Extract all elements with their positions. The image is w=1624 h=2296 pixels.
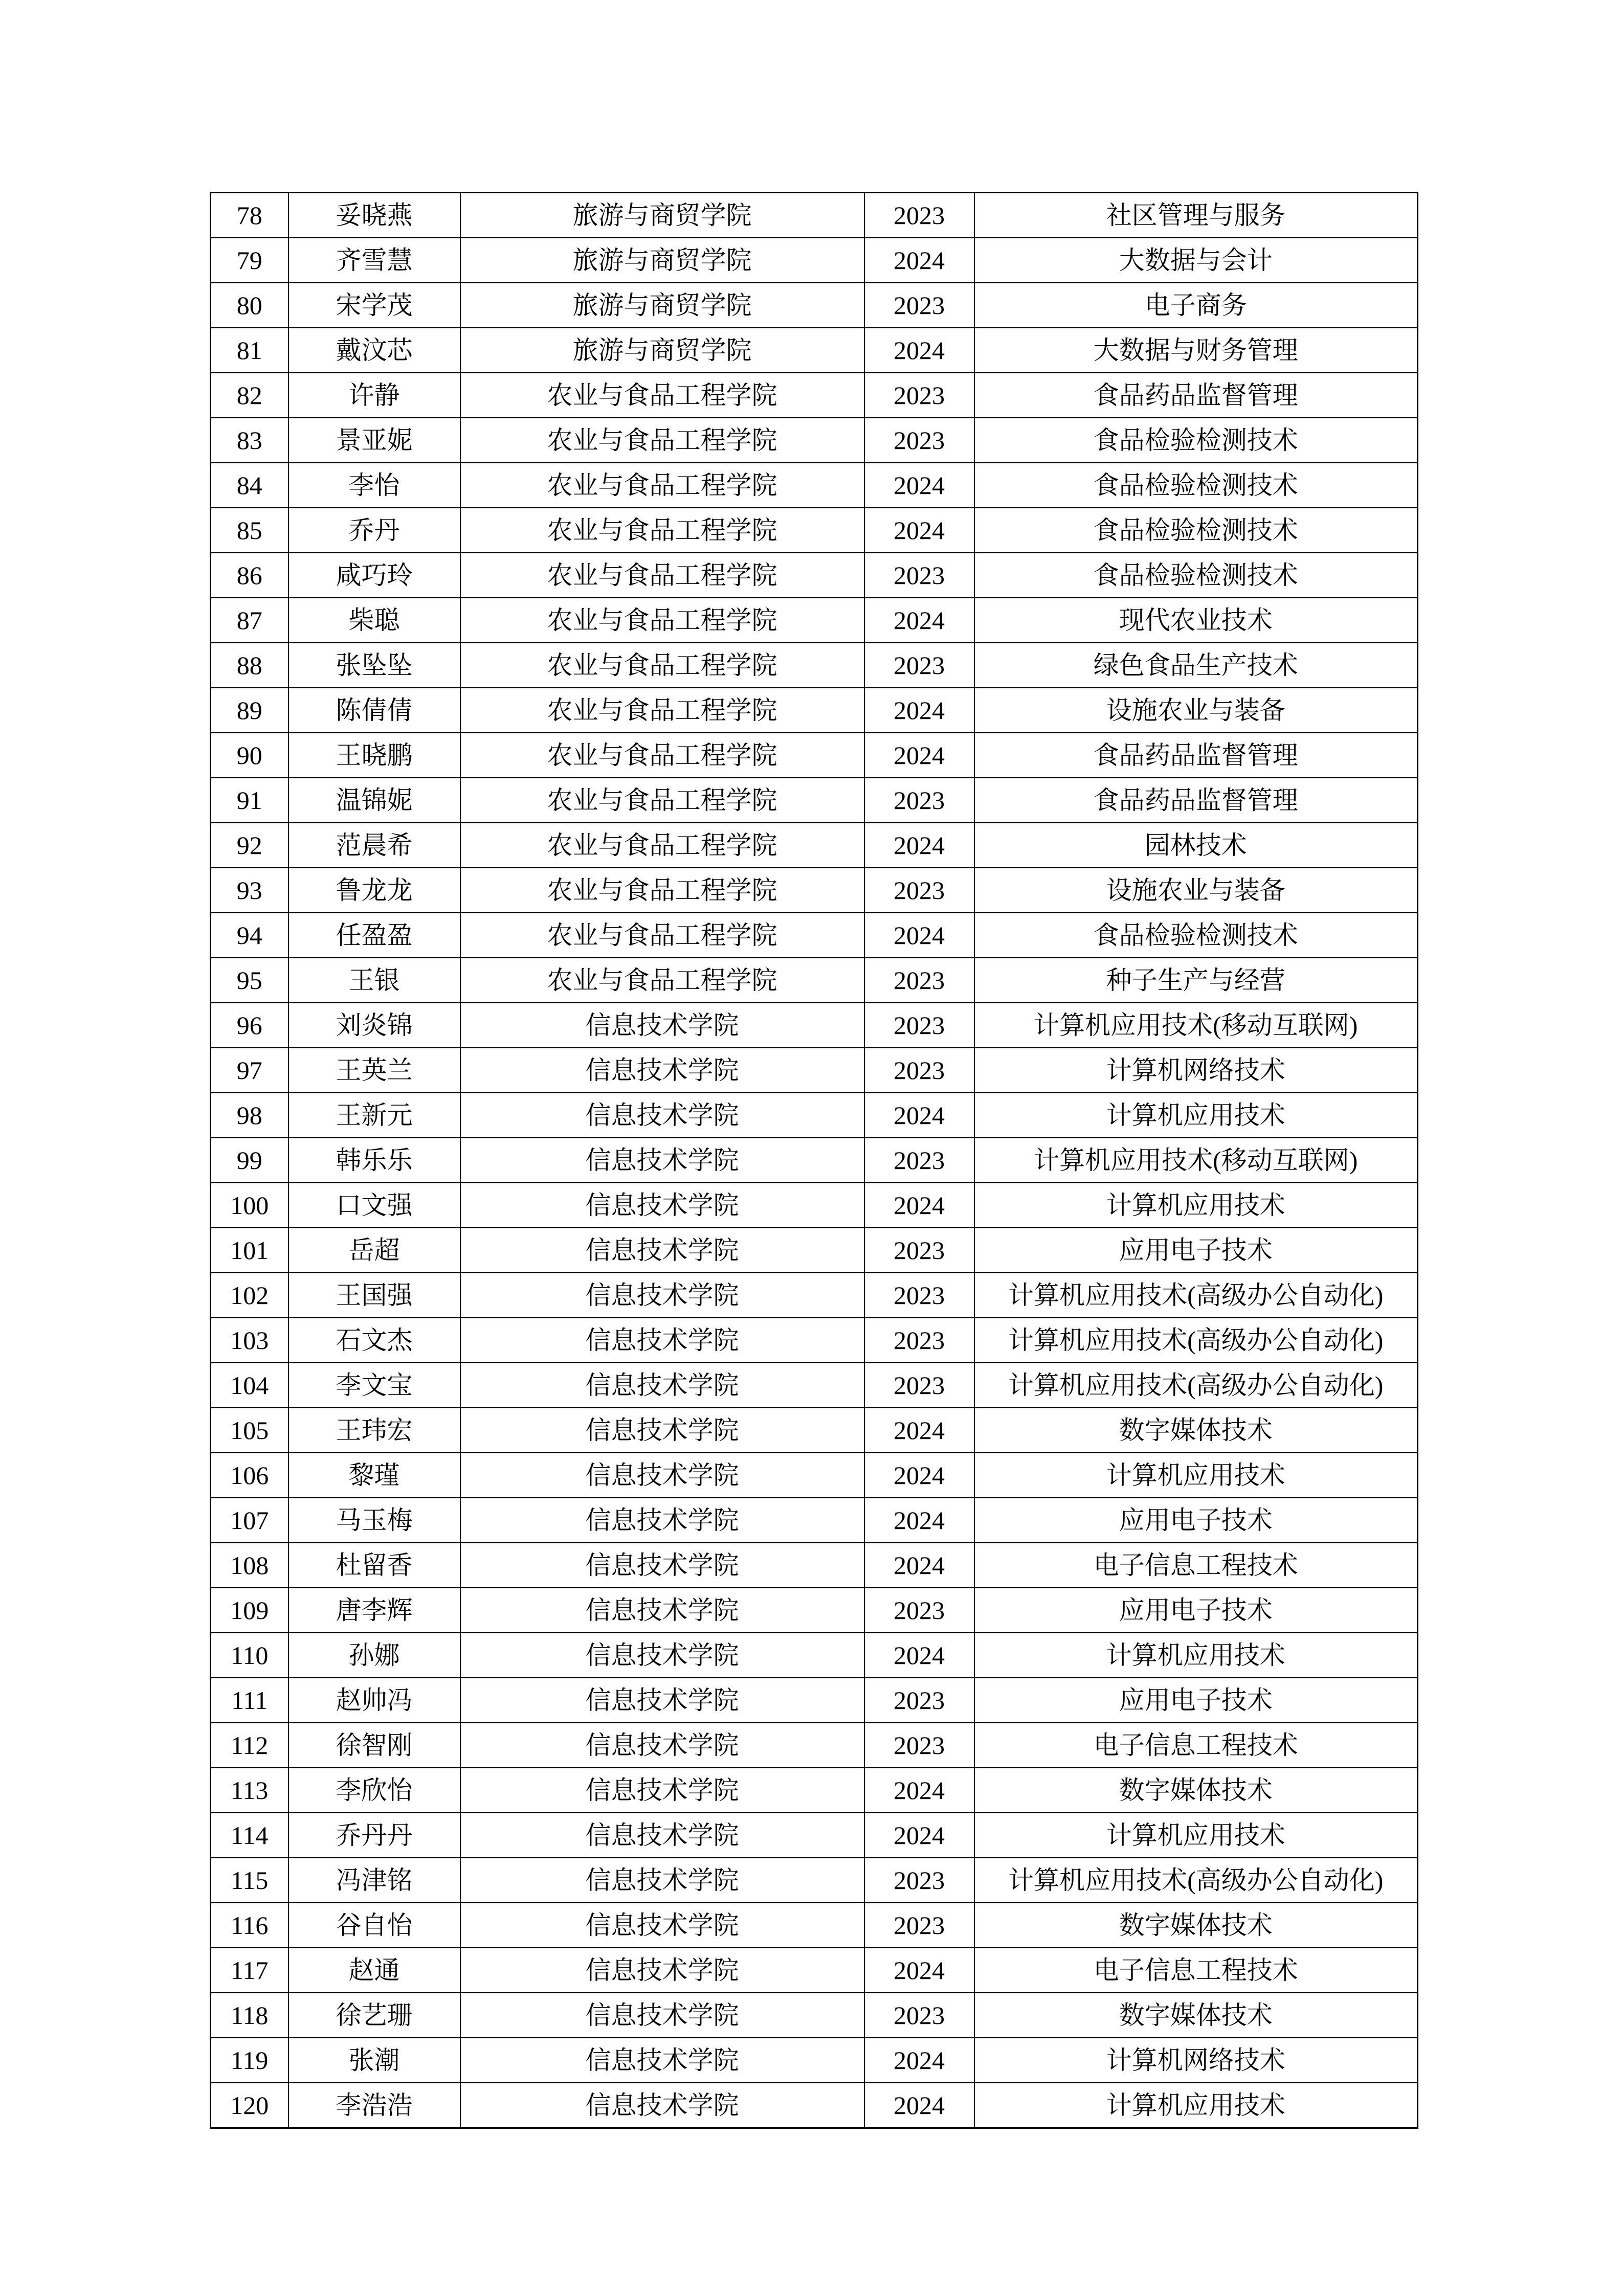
cell-number: 115	[211, 1858, 288, 1903]
table-row	[211, 328, 1418, 373]
cell-major: 数字媒体技术	[974, 1993, 1418, 2038]
table-row	[211, 643, 1418, 688]
cell-college: 信息技术学院	[460, 1498, 864, 1543]
cell-major: 计算机应用技术	[974, 1183, 1418, 1228]
table-row	[211, 238, 1418, 283]
table-row	[211, 1453, 1418, 1498]
table-row	[211, 373, 1418, 418]
cell-year: 2024	[864, 1813, 974, 1858]
cell-major: 计算机应用技术(高级办公自动化)	[974, 1858, 1418, 1903]
cell-major: 食品药品监督管理	[974, 733, 1418, 778]
cell-college: 农业与食品工程学院	[460, 598, 864, 643]
cell-year: 2024	[864, 1183, 974, 1228]
cell-number: 81	[211, 328, 288, 373]
cell-number: 100	[211, 1183, 288, 1228]
cell-number: 99	[211, 1138, 288, 1183]
cell-year: 2023	[864, 1003, 974, 1048]
cell-number: 96	[211, 1003, 288, 1048]
cell-number: 109	[211, 1588, 288, 1633]
cell-college: 农业与食品工程学院	[460, 913, 864, 958]
table-row	[211, 1948, 1418, 1993]
cell-name: 咸巧玲	[288, 553, 460, 598]
cell-major: 应用电子技术	[974, 1498, 1418, 1543]
student-table	[210, 192, 1418, 2129]
table-row	[211, 1318, 1418, 1363]
cell-college: 农业与食品工程学院	[460, 418, 864, 463]
cell-year: 2024	[864, 913, 974, 958]
cell-college: 信息技术学院	[460, 1993, 864, 2038]
cell-number: 107	[211, 1498, 288, 1543]
cell-name: 鲁龙龙	[288, 868, 460, 913]
cell-college: 信息技术学院	[460, 2083, 864, 2128]
cell-major: 计算机应用技术(高级办公自动化)	[974, 1318, 1418, 1363]
cell-name: 王银	[288, 958, 460, 1003]
cell-college: 信息技术学院	[460, 1813, 864, 1858]
cell-college: 农业与食品工程学院	[460, 508, 864, 553]
table-row	[211, 1003, 1418, 1048]
cell-year: 2023	[864, 643, 974, 688]
cell-number: 82	[211, 373, 288, 418]
cell-number: 116	[211, 1903, 288, 1948]
table-row	[211, 418, 1418, 463]
table-row	[211, 868, 1418, 913]
cell-college: 信息技术学院	[460, 1003, 864, 1048]
cell-major: 食品药品监督管理	[974, 778, 1418, 823]
table-row	[211, 1903, 1418, 1948]
cell-name: 韩乐乐	[288, 1138, 460, 1183]
cell-year: 2023	[864, 868, 974, 913]
cell-name: 赵通	[288, 1948, 460, 1993]
cell-year: 2023	[864, 553, 974, 598]
cell-name: 景亚妮	[288, 418, 460, 463]
cell-major: 社区管理与服务	[974, 193, 1418, 238]
table-row	[211, 958, 1418, 1003]
cell-number: 117	[211, 1948, 288, 1993]
cell-major: 计算机应用技术(高级办公自动化)	[974, 1273, 1418, 1318]
cell-number: 113	[211, 1768, 288, 1813]
table-row	[211, 1183, 1418, 1228]
table-row	[211, 1498, 1418, 1543]
cell-major: 数字媒体技术	[974, 1768, 1418, 1813]
cell-year: 2024	[864, 328, 974, 373]
cell-name: 徐艺珊	[288, 1993, 460, 2038]
cell-number: 105	[211, 1408, 288, 1453]
cell-major: 食品检验检测技术	[974, 418, 1418, 463]
cell-number: 110	[211, 1633, 288, 1678]
cell-college: 信息技术学院	[460, 1768, 864, 1813]
table-row	[211, 508, 1418, 553]
table-row	[211, 1543, 1418, 1588]
cell-name: 李浩浩	[288, 2083, 460, 2128]
table-row	[211, 1363, 1418, 1408]
cell-major: 数字媒体技术	[974, 1408, 1418, 1453]
cell-name: 陈倩倩	[288, 688, 460, 733]
cell-year: 2024	[864, 1408, 974, 1453]
table-row	[211, 1048, 1418, 1093]
cell-college: 信息技术学院	[460, 1948, 864, 1993]
cell-number: 114	[211, 1813, 288, 1858]
table-row	[211, 733, 1418, 778]
cell-name: 张坠坠	[288, 643, 460, 688]
cell-year: 2023	[864, 1993, 974, 2038]
cell-college: 农业与食品工程学院	[460, 823, 864, 868]
cell-year: 2023	[864, 283, 974, 328]
cell-major: 应用电子技术	[974, 1228, 1418, 1273]
cell-name: 岳超	[288, 1228, 460, 1273]
table-row	[211, 823, 1418, 868]
cell-number: 103	[211, 1318, 288, 1363]
cell-name: 王晓鹏	[288, 733, 460, 778]
cell-number: 119	[211, 2038, 288, 2083]
cell-name: 温锦妮	[288, 778, 460, 823]
cell-major: 应用电子技术	[974, 1678, 1418, 1723]
table-row	[211, 598, 1418, 643]
cell-major: 大数据与财务管理	[974, 328, 1418, 373]
cell-major: 计算机应用技术	[974, 2083, 1418, 2128]
cell-name: 谷自怡	[288, 1903, 460, 1948]
cell-year: 2023	[864, 418, 974, 463]
cell-name: 王新元	[288, 1093, 460, 1138]
table-row	[211, 1768, 1418, 1813]
table-row	[211, 1993, 1418, 2038]
cell-college: 农业与食品工程学院	[460, 643, 864, 688]
cell-year: 2023	[864, 1903, 974, 1948]
cell-college: 信息技术学院	[460, 2038, 864, 2083]
cell-major: 计算机应用技术	[974, 1633, 1418, 1678]
cell-college: 农业与食品工程学院	[460, 688, 864, 733]
cell-name: 黎瑾	[288, 1453, 460, 1498]
cell-college: 信息技术学院	[460, 1858, 864, 1903]
cell-number: 111	[211, 1678, 288, 1723]
cell-name: 石文杰	[288, 1318, 460, 1363]
cell-name: 王英兰	[288, 1048, 460, 1093]
cell-college: 农业与食品工程学院	[460, 868, 864, 913]
cell-college: 信息技术学院	[460, 1183, 864, 1228]
table-row	[211, 283, 1418, 328]
cell-major: 电子信息工程技术	[974, 1543, 1418, 1588]
cell-college: 信息技术学院	[460, 1588, 864, 1633]
cell-year: 2023	[864, 1228, 974, 1273]
cell-number: 80	[211, 283, 288, 328]
cell-college: 旅游与商贸学院	[460, 238, 864, 283]
cell-name: 乔丹	[288, 508, 460, 553]
table-row	[211, 1273, 1418, 1318]
cell-major: 计算机网络技术	[974, 2038, 1418, 2083]
cell-number: 98	[211, 1093, 288, 1138]
cell-name: 宋学茂	[288, 283, 460, 328]
table-row	[211, 778, 1418, 823]
cell-number: 104	[211, 1363, 288, 1408]
cell-college: 旅游与商贸学院	[460, 328, 864, 373]
table-row	[211, 1858, 1418, 1903]
cell-name: 马玉梅	[288, 1498, 460, 1543]
cell-name: 许静	[288, 373, 460, 418]
cell-number: 106	[211, 1453, 288, 1498]
table-row	[211, 2083, 1418, 2128]
cell-name: 口文强	[288, 1183, 460, 1228]
cell-name: 杜留香	[288, 1543, 460, 1588]
student-table-body	[211, 193, 1418, 2128]
cell-college: 农业与食品工程学院	[460, 733, 864, 778]
cell-year: 2023	[864, 1138, 974, 1183]
cell-number: 79	[211, 238, 288, 283]
cell-college: 信息技术学院	[460, 1903, 864, 1948]
cell-major: 计算机网络技术	[974, 1048, 1418, 1093]
cell-major: 设施农业与装备	[974, 868, 1418, 913]
cell-year: 2023	[864, 1858, 974, 1903]
cell-name: 李文宝	[288, 1363, 460, 1408]
table-row	[211, 193, 1418, 238]
cell-college: 农业与食品工程学院	[460, 958, 864, 1003]
cell-year: 2023	[864, 1273, 974, 1318]
cell-major: 数字媒体技术	[974, 1903, 1418, 1948]
cell-major: 计算机应用技术	[974, 1453, 1418, 1498]
cell-major: 食品检验检测技术	[974, 913, 1418, 958]
cell-year: 2024	[864, 1453, 974, 1498]
cell-number: 78	[211, 193, 288, 238]
cell-major: 计算机应用技术	[974, 1813, 1418, 1858]
cell-major: 食品检验检测技术	[974, 553, 1418, 598]
cell-year: 2024	[864, 463, 974, 508]
cell-major: 计算机应用技术(移动互联网)	[974, 1138, 1418, 1183]
cell-year: 2023	[864, 1723, 974, 1768]
cell-name: 齐雪慧	[288, 238, 460, 283]
cell-college: 农业与食品工程学院	[460, 373, 864, 418]
table-row	[211, 1588, 1418, 1633]
cell-year: 2024	[864, 508, 974, 553]
table-row	[211, 553, 1418, 598]
cell-number: 92	[211, 823, 288, 868]
cell-number: 112	[211, 1723, 288, 1768]
cell-college: 信息技术学院	[460, 1723, 864, 1768]
cell-major: 设施农业与装备	[974, 688, 1418, 733]
cell-number: 83	[211, 418, 288, 463]
cell-name: 刘炎锦	[288, 1003, 460, 1048]
cell-name: 戴汶芯	[288, 328, 460, 373]
cell-major: 现代农业技术	[974, 598, 1418, 643]
cell-year: 2024	[864, 238, 974, 283]
cell-name: 妥晓燕	[288, 193, 460, 238]
cell-college: 信息技术学院	[460, 1633, 864, 1678]
table-row	[211, 1138, 1418, 1183]
table-row	[211, 2038, 1418, 2083]
cell-name: 乔丹丹	[288, 1813, 460, 1858]
cell-year: 2023	[864, 1588, 974, 1633]
cell-year: 2023	[864, 1318, 974, 1363]
cell-major: 食品检验检测技术	[974, 508, 1418, 553]
cell-major: 电子商务	[974, 283, 1418, 328]
cell-college: 旅游与商贸学院	[460, 283, 864, 328]
table-row	[211, 1408, 1418, 1453]
cell-major: 计算机应用技术	[974, 1093, 1418, 1138]
table-row	[211, 688, 1418, 733]
cell-number: 93	[211, 868, 288, 913]
cell-year: 2024	[864, 2083, 974, 2128]
cell-year: 2023	[864, 778, 974, 823]
cell-name: 李怡	[288, 463, 460, 508]
table-row	[211, 463, 1418, 508]
cell-year: 2023	[864, 1678, 974, 1723]
cell-college: 信息技术学院	[460, 1543, 864, 1588]
cell-name: 任盈盈	[288, 913, 460, 958]
cell-name: 冯津铭	[288, 1858, 460, 1903]
cell-number: 94	[211, 913, 288, 958]
table-row	[211, 1723, 1418, 1768]
cell-name: 张潮	[288, 2038, 460, 2083]
table-row	[211, 1678, 1418, 1723]
cell-college: 信息技术学院	[460, 1453, 864, 1498]
cell-number: 86	[211, 553, 288, 598]
cell-name: 王国强	[288, 1273, 460, 1318]
cell-year: 2023	[864, 1048, 974, 1093]
table-row	[211, 1813, 1418, 1858]
cell-college: 农业与食品工程学院	[460, 778, 864, 823]
cell-year: 2024	[864, 598, 974, 643]
cell-year: 2023	[864, 193, 974, 238]
cell-major: 食品检验检测技术	[974, 463, 1418, 508]
cell-number: 91	[211, 778, 288, 823]
cell-major: 园林技术	[974, 823, 1418, 868]
cell-major: 计算机应用技术(移动互联网)	[974, 1003, 1418, 1048]
table-row	[211, 1633, 1418, 1678]
cell-year: 2024	[864, 1543, 974, 1588]
cell-major: 电子信息工程技术	[974, 1723, 1418, 1768]
cell-college: 信息技术学院	[460, 1678, 864, 1723]
cell-number: 95	[211, 958, 288, 1003]
cell-year: 2024	[864, 1768, 974, 1813]
cell-college: 信息技术学院	[460, 1318, 864, 1363]
cell-year: 2024	[864, 823, 974, 868]
cell-major: 计算机应用技术(高级办公自动化)	[974, 1363, 1418, 1408]
cell-major: 大数据与会计	[974, 238, 1418, 283]
cell-college: 农业与食品工程学院	[460, 553, 864, 598]
cell-number: 102	[211, 1273, 288, 1318]
cell-year: 2024	[864, 733, 974, 778]
cell-major: 应用电子技术	[974, 1588, 1418, 1633]
cell-year: 2024	[864, 1948, 974, 1993]
cell-major: 绿色食品生产技术	[974, 643, 1418, 688]
cell-number: 97	[211, 1048, 288, 1093]
cell-college: 信息技术学院	[460, 1093, 864, 1138]
cell-number: 101	[211, 1228, 288, 1273]
cell-college: 旅游与商贸学院	[460, 193, 864, 238]
cell-year: 2023	[864, 1363, 974, 1408]
cell-name: 范晨希	[288, 823, 460, 868]
cell-college: 信息技术学院	[460, 1138, 864, 1183]
cell-name: 李欣怡	[288, 1768, 460, 1813]
cell-number: 89	[211, 688, 288, 733]
cell-major: 电子信息工程技术	[974, 1948, 1418, 1993]
cell-college: 信息技术学院	[460, 1273, 864, 1318]
cell-major: 种子生产与经营	[974, 958, 1418, 1003]
cell-number: 85	[211, 508, 288, 553]
cell-name: 唐李辉	[288, 1588, 460, 1633]
table-row	[211, 1093, 1418, 1138]
cell-college: 信息技术学院	[460, 1228, 864, 1273]
cell-name: 孙娜	[288, 1633, 460, 1678]
table-row	[211, 1228, 1418, 1273]
cell-number: 120	[211, 2083, 288, 2128]
cell-name: 王玮宏	[288, 1408, 460, 1453]
cell-year: 2024	[864, 688, 974, 733]
cell-major: 食品药品监督管理	[974, 373, 1418, 418]
cell-college: 农业与食品工程学院	[460, 463, 864, 508]
cell-name: 徐智刚	[288, 1723, 460, 1768]
cell-number: 84	[211, 463, 288, 508]
cell-college: 信息技术学院	[460, 1048, 864, 1093]
cell-name: 赵帅冯	[288, 1678, 460, 1723]
cell-year: 2023	[864, 373, 974, 418]
cell-number: 118	[211, 1993, 288, 2038]
cell-college: 信息技术学院	[460, 1363, 864, 1408]
cell-college: 信息技术学院	[460, 1408, 864, 1453]
cell-number: 108	[211, 1543, 288, 1588]
cell-number: 87	[211, 598, 288, 643]
cell-year: 2024	[864, 1633, 974, 1678]
cell-name: 柴聪	[288, 598, 460, 643]
cell-year: 2024	[864, 1093, 974, 1138]
cell-number: 88	[211, 643, 288, 688]
cell-year: 2023	[864, 958, 974, 1003]
cell-year: 2024	[864, 1498, 974, 1543]
cell-number: 90	[211, 733, 288, 778]
cell-year: 2024	[864, 2038, 974, 2083]
table-row	[211, 913, 1418, 958]
